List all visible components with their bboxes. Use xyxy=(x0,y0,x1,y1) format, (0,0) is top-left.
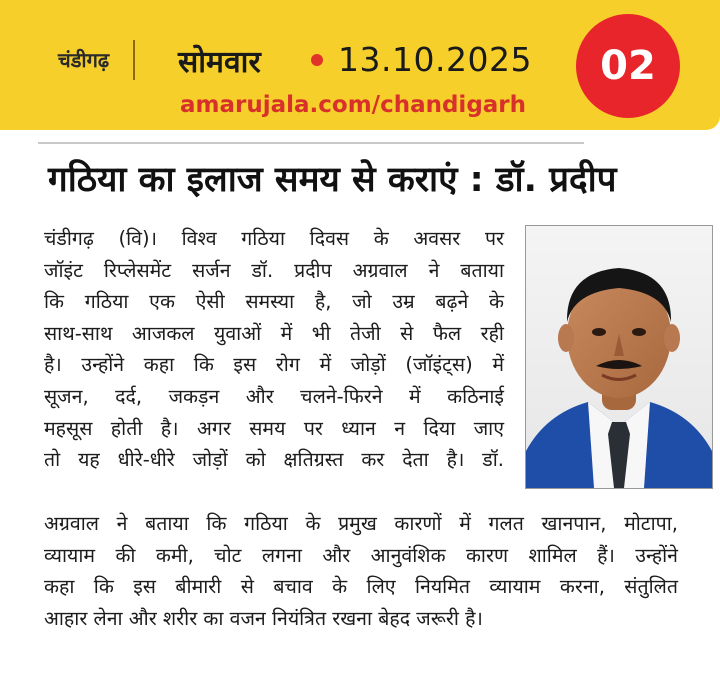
masthead-day: सोमवार xyxy=(178,45,261,80)
bullet-dot-icon xyxy=(311,54,323,66)
body-line: है। उन्होंने कहा कि इस रोग में जोड़ों (जॉइंट्स) में xyxy=(44,353,504,377)
body-line: अग्रवाल ने बताया कि गठिया के प्रमुख कारणों में गलत खानपान, मोटापा, xyxy=(44,512,678,535)
masthead-band xyxy=(0,0,720,130)
article-headline: गठिया का इलाज समय से कराएं : डॉ. प्रदीप xyxy=(48,160,617,200)
body-line: सूजन, दर्द, जकड़न और चलने-फिरने में कठिनाई xyxy=(44,384,504,408)
masthead-url: amarujala.com/chandigarh xyxy=(180,92,527,118)
headline-rule xyxy=(38,142,584,144)
page-number-badge xyxy=(576,14,680,118)
article-body-full xyxy=(44,508,678,634)
masthead-city: चंडीगढ़ xyxy=(58,48,110,72)
portrait-photo-icon xyxy=(525,225,713,489)
portrait-illustration xyxy=(526,226,712,488)
body-line: व्यायाम की कमी, चोट लगना और आनुवंशिक कारण शामिल हैं। उन्होंने xyxy=(44,543,678,567)
body-line: जॉइंट रिप्लेसमेंट सर्जन डॉ. प्रदीप अग्रवाल ने बताया xyxy=(44,258,504,282)
article-body-column xyxy=(44,223,504,476)
body-line: महसूस होती है। अगर समय पर ध्यान न दिया जाए xyxy=(44,416,504,440)
body-line: कि गठिया एक ऐसी समस्या है, जो उम्र बढ़ने के xyxy=(44,290,504,314)
body-line: तो यह धीरे-धीरे जोड़ों को क्षतिग्रस्त कर देता है। डॉ. xyxy=(44,448,504,472)
masthead-divider xyxy=(133,40,135,80)
page-number: 02 xyxy=(600,43,656,89)
masthead-date: 13.10.2025 xyxy=(338,40,532,79)
body-line: कहा कि इस बीमारी से बचाव के लिए नियमित व्यायाम करना, संतुलित xyxy=(44,575,678,599)
body-line: आहार लेना और शरीर का वजन नियंत्रित रखना बेहद जरूरी है। xyxy=(44,606,483,630)
body-line: साथ-साथ आजकल युवाओं में भी तेजी से फैल रही xyxy=(44,321,504,345)
body-line: चंडीगढ़ (वि)। विश्व गठिया दिवस के अवसर पर xyxy=(44,227,504,250)
